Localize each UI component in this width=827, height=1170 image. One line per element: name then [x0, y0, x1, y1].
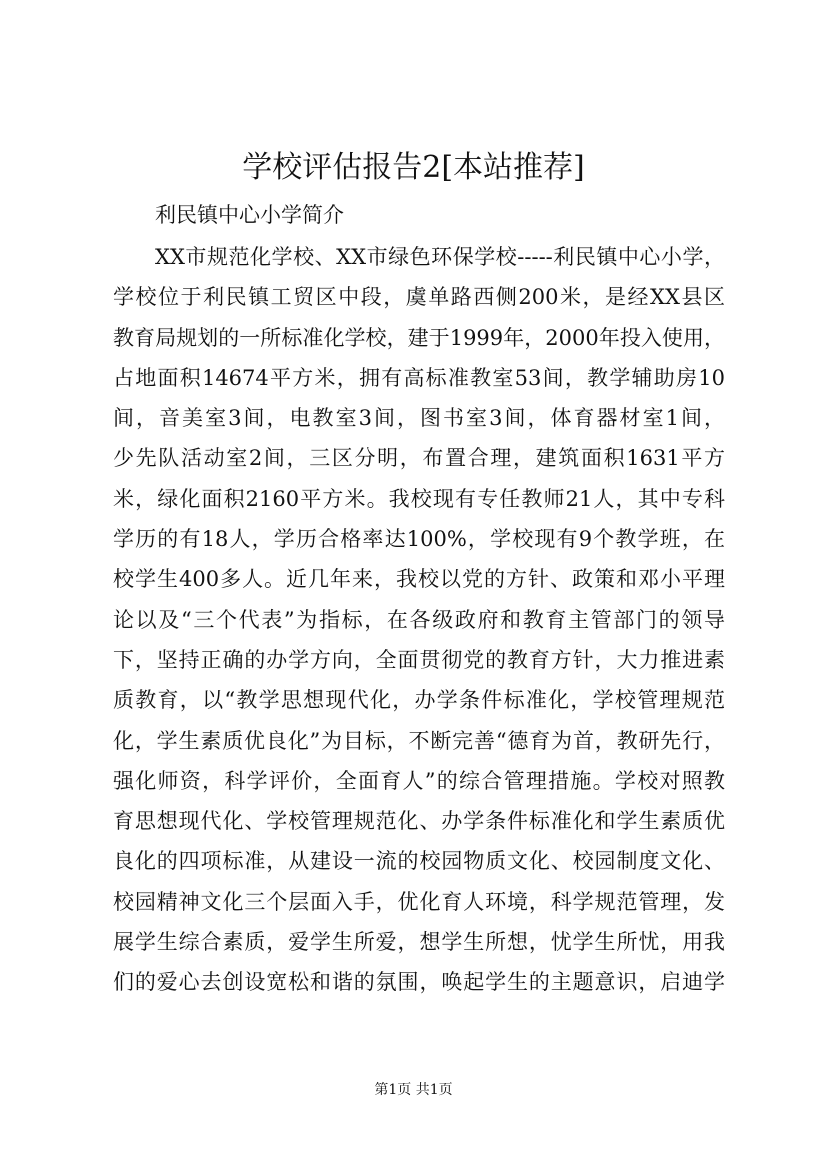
text-line: 教育局规划的一所标准化学校，建于1999年，2000年投入使用， — [113, 325, 725, 350]
page-footer: 第1页 共1页 — [374, 1082, 453, 1098]
text-line: 学校位于利民镇工贸区中段，虞单路西侧200米，是经XX县区 — [113, 285, 725, 310]
text-line: 学历的有18人，学历合格率达100%，学校现有9个教学班，在 — [113, 527, 725, 552]
text-line: 们的爱心去创设宽松和谐的氛围，唤起学生的主题意识，启迪学 — [113, 970, 725, 995]
text-line: 良化的四项标准，从建设一流的校园物质文化、校园制度文化、 — [113, 849, 725, 874]
text-line: 展学生综合素质，爱学生所爱，想学生所想，忧学生所忧，用我 — [113, 930, 725, 955]
text-line: 化，学生素质优良化”为目标，不断完善“德育为首，教研先行， — [113, 728, 725, 753]
text-line: 下，坚持正确的办学方向，全面贯彻党的教育方针，大力推进素 — [113, 647, 725, 672]
text-line: 论以及“三个代表”为指标，在各级政府和教育主管部门的领导 — [113, 607, 725, 632]
text-line: 校学生400多人。近几年来，我校以党的方针、政策和邓小平理 — [113, 567, 725, 592]
text-line: 强化师资，科学评价，全面育人”的综合管理措施。学校对照教 — [113, 768, 725, 793]
text-line: 米，绿化面积2160平方米。我校现有专任教师21人，其中专科 — [113, 486, 725, 511]
text-line: XX市规范化学校、XX市绿色环保学校-----利民镇中心小学， — [155, 245, 725, 269]
text-line: 校园精神文化三个层面入手，优化育人环境，科学规范管理，发 — [113, 889, 725, 914]
body-paragraph — [113, 237, 725, 1003]
page-title: 学校评估报告2[本站推荐] — [242, 150, 585, 185]
text-line: 质教育，以“教学思想现代化，办学条件标准化，学校管理规范 — [113, 688, 725, 713]
text-line: 育思想现代化、学校管理规范化、办学条件标准化和学生素质优 — [113, 809, 725, 834]
document-subtitle: 利民镇中心小学简介 — [155, 203, 344, 227]
text-line: 占地面积14674平方米，拥有高标准教室53间，教学辅助房10 — [113, 365, 725, 390]
text-line: 间，音美室3间，电教室3间，图书室3间，体育器材室1间， — [113, 406, 725, 431]
text-line: 少先队活动室2间，三区分明，布置合理，建筑面积1631平方 — [113, 446, 725, 471]
